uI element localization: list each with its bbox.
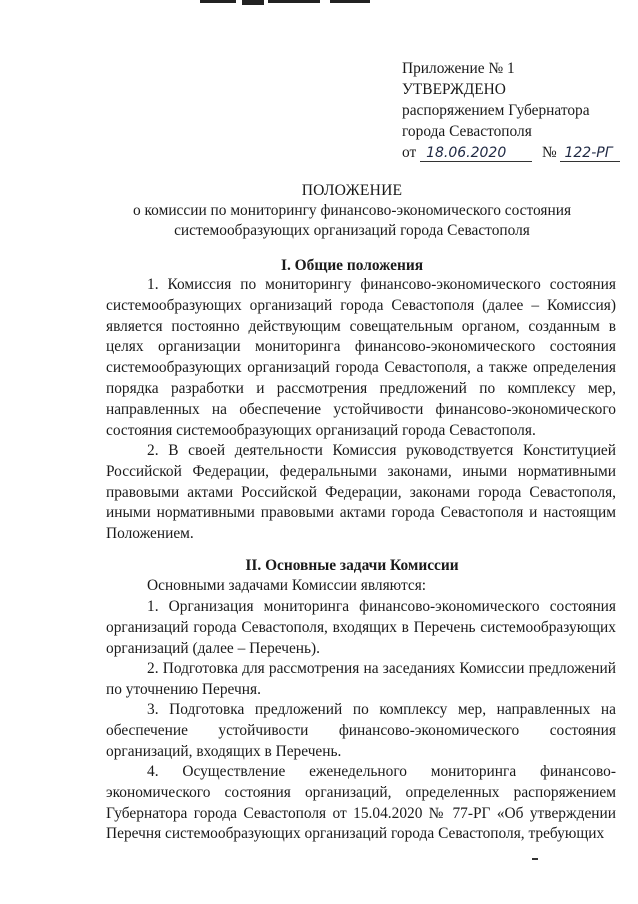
paragraph: 3. Подготовка предложений по комплексу мер, направленных на обеспечение устойчивости финансово-экономического состояния организаций, входящих в Перечень. xyxy=(106,701,616,760)
paragraph: 4. Осуществление еженедельного мониторинга финансово-экономического состояния организаций, определенных распоряжением Губернатора города Севастополя от 15.04.2020 № 77-РГ «Об утверждении Перечня системообразующих организаций города Севастополя, требующих xyxy=(106,763,616,843)
document-title-block xyxy=(60,181,638,241)
from-label: от xyxy=(402,144,417,161)
section-heading: II. Основные задачи Комиссии xyxy=(245,557,459,574)
scan-artifact xyxy=(532,858,538,860)
scan-artifact xyxy=(242,0,264,5)
document-subtitle-line: системообразующих организаций города Севастополя xyxy=(174,222,530,239)
paragraph: 1. Комиссия по мониторингу финансово-экономического состояния системообразующих организаций города Севастополя (далее – Комиссия) является постоянно действующим совещательным органом, созданным в целях организации мониторинга финансово-экономического состояния системообразующих организаций города Севастополя, а также определения порядка разработки и рассмотрения предложений по комплексу мер, направленных на обеспечение устойчивости финансово-экономического состояния системообразующих организаций города Севастополя. xyxy=(106,276,616,439)
paragraph: 1. Организация мониторинга финансово-экономического состояния организаций города Севастополя, входящих в Перечень системообразующих организаций (далее – Перечень). xyxy=(106,598,616,657)
paragraph: 2. Подготовка для рассмотрения на заседаниях Комиссии предложений по уточнению Перечня. xyxy=(106,660,616,698)
section-heading: I. Общие положения xyxy=(280,257,424,274)
approval-stamp-block xyxy=(402,58,634,163)
paragraph-intro: Основными задачами Комиссии являются: xyxy=(147,577,427,594)
number-label: № xyxy=(541,144,557,161)
city-label: города Севастополя xyxy=(402,123,532,140)
approved-label: УТВЕРЖДЕНО xyxy=(402,81,506,98)
order-by-label: распоряжением Губернатора xyxy=(402,102,590,119)
scan-artifact xyxy=(200,0,236,3)
paragraph: 2. В своей деятельности Комиссия руководствуется Конституцией Российской Федерации, федеральными законами, иными нормативными правовыми актами Российской Федерации, законами города Севастополя, иными нормативными правовыми актами города Севастополя и настоящим Положением. xyxy=(106,442,616,543)
handwritten-number: 122-РГ xyxy=(560,145,620,162)
appendix-label: Приложение № 1 xyxy=(402,60,515,77)
document-title: ПОЛОЖЕНИЕ xyxy=(301,182,403,199)
scan-artifact xyxy=(330,0,370,3)
document-subtitle-line: о комиссии по мониторингу финансово-экономического состояния xyxy=(132,202,572,219)
handwritten-date: 18.06.2020 xyxy=(420,145,532,162)
scan-artifact xyxy=(268,0,320,3)
date-number-line xyxy=(402,142,634,163)
